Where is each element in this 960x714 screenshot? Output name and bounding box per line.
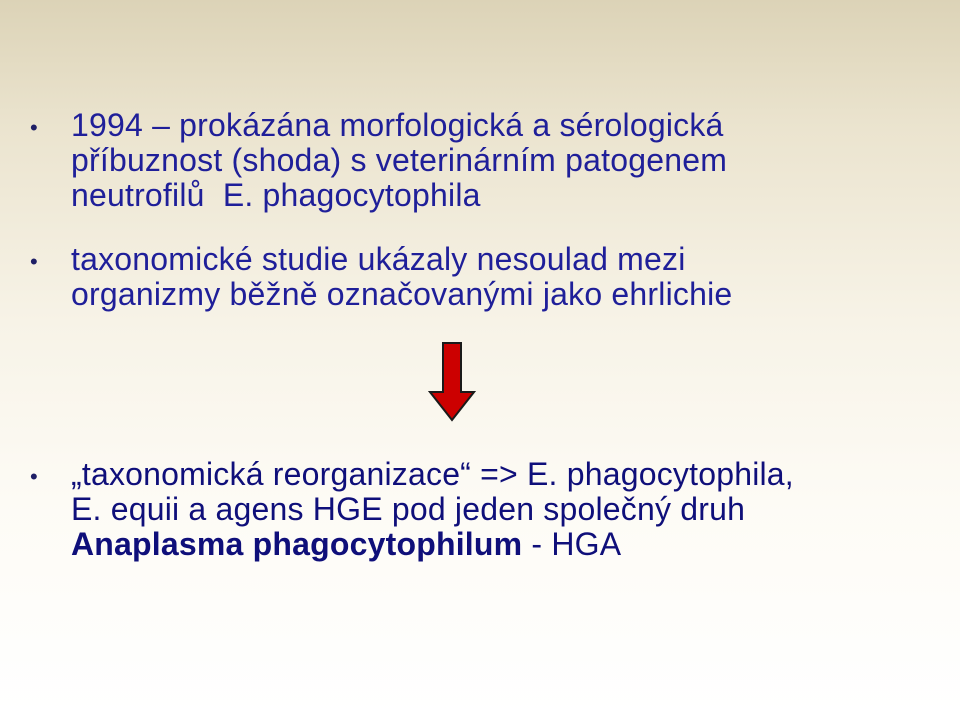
bullet-marker: • <box>30 464 38 489</box>
species-name: Anaplasma phagocytophilum <box>71 526 523 562</box>
bullet-2-line-1: taxonomické studie ukázaly nesoulad mezi <box>71 241 686 277</box>
bullet-1-line-3: neutrofilů E. phagocytophila <box>71 177 481 213</box>
bullet-1-line-1: 1994 – prokázána morfologická a sérologická <box>71 107 724 143</box>
bullet-2-line-2: organizmy běžně označovanými jako ehrlichie <box>71 276 733 312</box>
bullet-3-line-1: „taxonomická reorganizace“ => E. phagocytophila, <box>71 456 794 492</box>
bullet-item-1 <box>71 108 727 213</box>
species-abbreviation: - HGA <box>522 526 622 562</box>
bullet-1-line-2: příbuznost (shoda) s veterinárním patogenem <box>71 142 728 178</box>
bullet-marker: • <box>30 249 38 274</box>
bullet-3-line-3 <box>71 527 794 562</box>
down-arrow-icon <box>428 342 476 422</box>
bullet-marker: • <box>30 115 38 140</box>
bullet-3-line-2: E. equii a agens HGE pod jeden společný druh <box>71 491 746 527</box>
bullet-item-2 <box>71 242 732 312</box>
bullet-item-3 <box>71 457 794 562</box>
